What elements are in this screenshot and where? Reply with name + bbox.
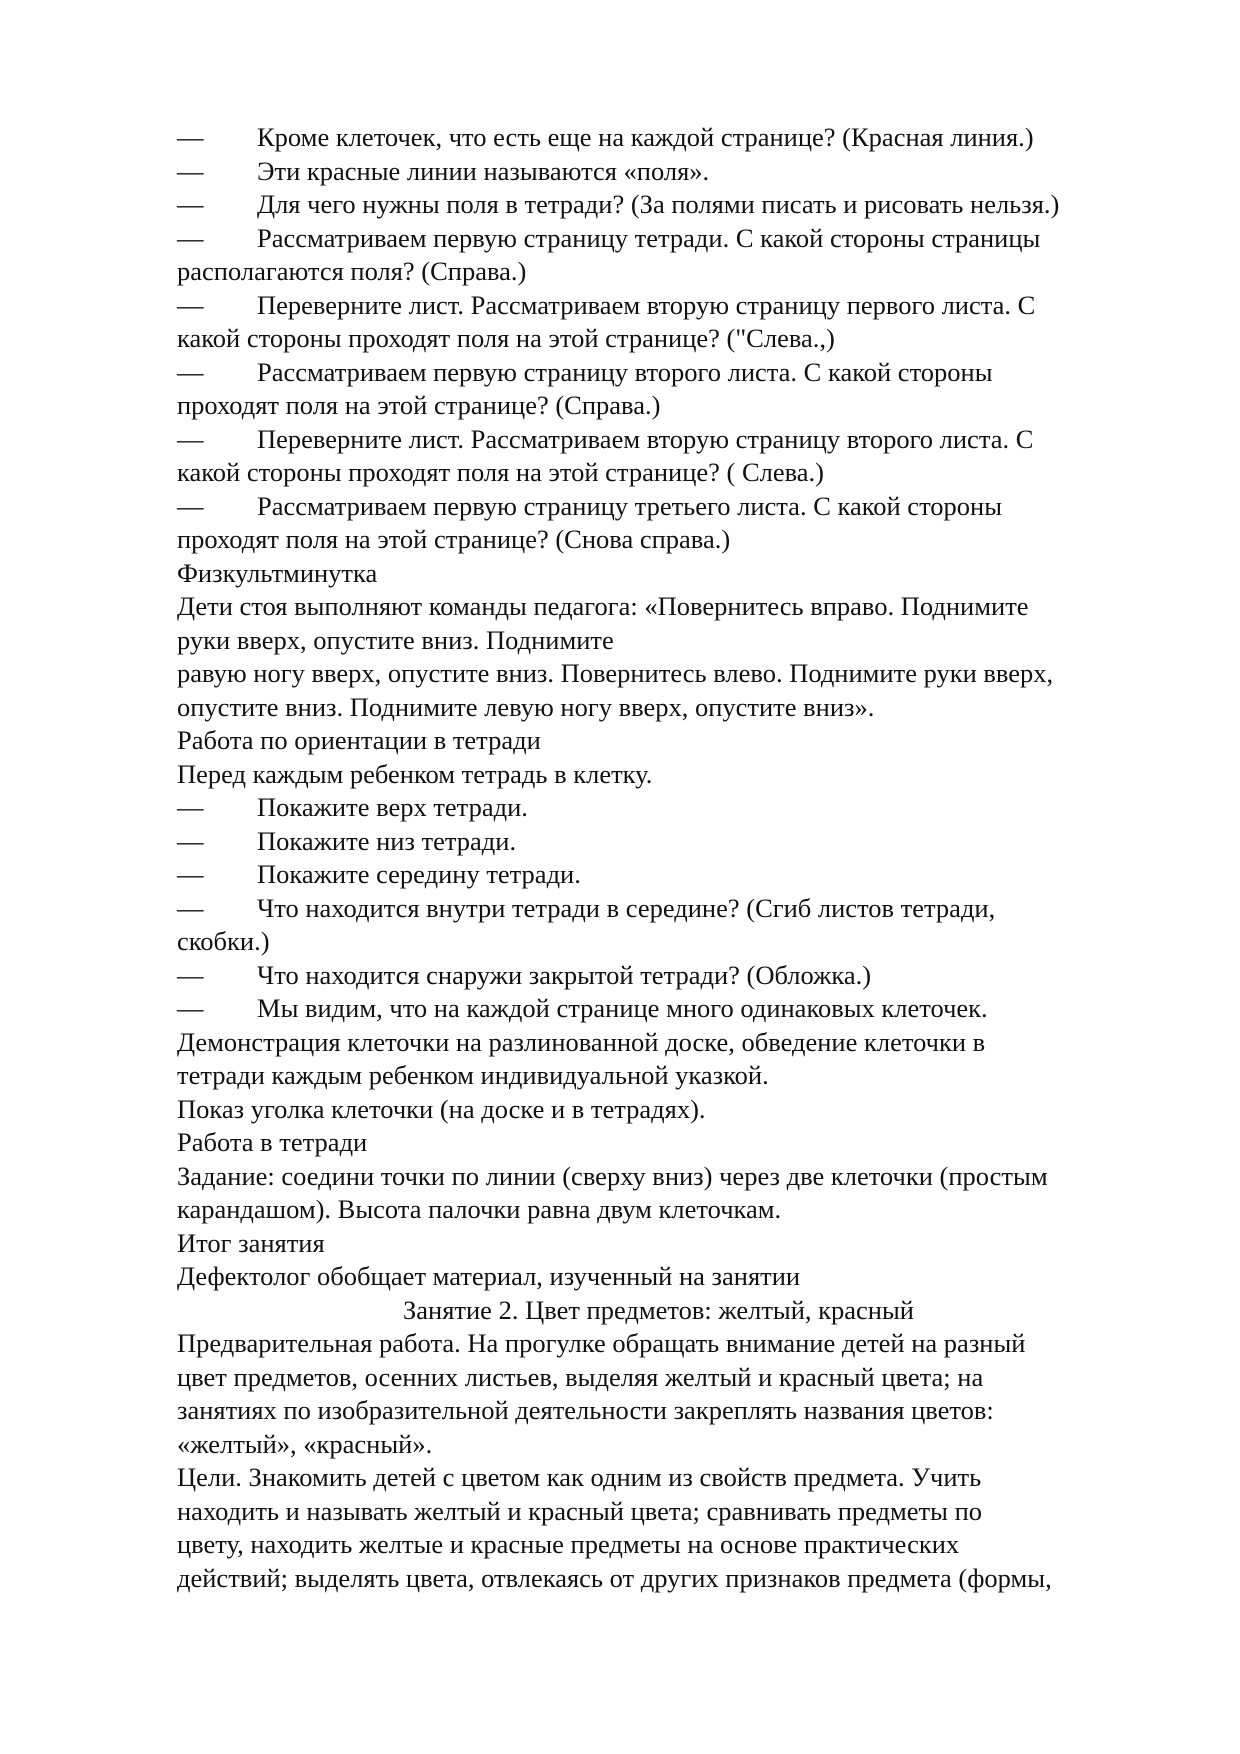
line-text: Предварительная работа. На прогулке обращать внимание детей на разный <box>177 1328 1026 1358</box>
line-text: находить и называть желтый и красный цвета; сравнивать предметы по <box>177 1495 983 1526</box>
line-text: Рассматриваем первую страницу второго листа. С какой стороны <box>257 356 993 387</box>
text-line <box>177 1428 1140 1462</box>
text-line <box>177 322 1140 356</box>
line-text: тетради каждым ребенком индивидуальной указкой. <box>177 1060 769 1090</box>
line-text: Для чего нужны поля в тетради? (За полями писать и рисовать нельзя.) <box>257 189 1060 219</box>
dash-bullet: — <box>177 490 204 521</box>
text-line <box>177 1126 1140 1160</box>
text-line <box>177 523 1140 557</box>
line-text: располагаются поля? (Справа.) <box>177 256 527 286</box>
line-text: карандашом). Высота палочки равна двум клеточкам. <box>177 1194 782 1224</box>
text-line <box>177 1160 1140 1194</box>
text-line <box>177 590 1140 624</box>
dash-list-item <box>177 423 1140 457</box>
dash-list-item <box>177 992 1140 1026</box>
line-text: какой стороны проходят поля на этой странице? ( Слева.) <box>177 457 825 487</box>
text-line <box>177 1093 1140 1127</box>
line-text: Рассматриваем первую страницу третьего листа. С какой стороны <box>257 490 1003 521</box>
dash-bullet: — <box>177 825 204 856</box>
text-line <box>177 1327 1140 1361</box>
dash-bullet: — <box>177 959 204 990</box>
line-text: Покажите верх тетради. <box>257 792 528 822</box>
dash-list-item <box>177 188 1140 222</box>
dash-bullet: — <box>177 222 204 253</box>
dash-bullet: — <box>177 859 204 889</box>
dash-list-item <box>177 825 1140 859</box>
text-line <box>177 758 1140 792</box>
text-line <box>177 624 1140 658</box>
line-text: Мы видим, что на каждой странице много одинаковых клеточек. <box>257 993 988 1023</box>
line-text: цвету, находить желтые и красные предметы на основе практических <box>177 1529 960 1559</box>
text-line <box>177 925 1140 959</box>
text-line <box>177 691 1140 725</box>
dash-list-item <box>177 490 1140 524</box>
dash-bullet: — <box>177 189 204 219</box>
line-text: Кроме клеточек, что есть еще на каждой странице? (Красная линия.) <box>257 122 1034 152</box>
text-line <box>177 255 1140 289</box>
line-text: равую ногу вверх, опустите вниз. Повернитесь влево. Поднимите руки вверх, <box>177 658 1054 688</box>
line-text: Что находится внутри тетради в середине? (Сгиб листов тетради, <box>257 892 996 923</box>
line-text: «желтый», «красный». <box>177 1428 433 1459</box>
line-text: Демонстрация клеточки на разлинованной доске, обведение клеточки в <box>177 1026 986 1057</box>
section-heading <box>177 1294 1140 1328</box>
line-text: Физкультминутка <box>177 557 378 588</box>
dash-list-item <box>177 356 1140 390</box>
dash-bullet: — <box>177 356 204 387</box>
line-text: Переверните лист. Рассматриваем вторую страницу второго листа. С <box>257 423 1034 454</box>
line-text: проходят поля на этой странице? (Снова справа.) <box>177 524 731 554</box>
text-line <box>177 557 1140 591</box>
dash-bullet: — <box>177 122 204 152</box>
dash-bullet: — <box>177 892 204 923</box>
line-text: Цели. Знакомить детей с цветом как одним из свойств предмета. Учить <box>177 1462 982 1492</box>
dash-bullet: — <box>177 792 204 822</box>
document-body <box>177 121 1140 1595</box>
line-text: Покажите низ тетради. <box>257 825 517 856</box>
dash-list-item <box>177 222 1140 256</box>
text-line <box>177 1528 1140 1562</box>
line-text: Что находится снаружи закрытой тетради? (Обложка.) <box>257 959 872 990</box>
dash-list-item <box>177 121 1140 155</box>
text-line <box>177 1193 1140 1227</box>
line-text: Рассматриваем первую страницу тетради. С какой стороны страницы <box>257 222 1041 253</box>
dash-list-item <box>177 858 1140 892</box>
dash-bullet: — <box>177 423 204 454</box>
dash-bullet: — <box>177 289 204 320</box>
dash-list-item <box>177 959 1140 993</box>
line-text: Эти красные линии называются «поля». <box>257 155 710 186</box>
line-text: Итог занятия <box>177 1227 325 1258</box>
text-line <box>177 1059 1140 1093</box>
line-text: проходят поля на этой странице? (Справа.) <box>177 390 661 420</box>
line-text: Дефектолог обобщает материал, изученный на занятии <box>177 1261 801 1291</box>
dash-list-item <box>177 155 1140 189</box>
text-line <box>177 1562 1140 1596</box>
line-text: руки вверх, опустите вниз. Поднимите <box>177 624 614 655</box>
text-line <box>177 724 1140 758</box>
line-text: действий; выделять цвета, отвлекаясь от других признаков предмета (формы, <box>177 1562 1052 1593</box>
line-text: Дети стоя выполняют команды педагога: «Повернитесь вправо. Поднимите <box>177 591 1029 621</box>
line-text: Занятие 2. Цвет предметов: желтый, красный <box>403 1294 914 1325</box>
line-text: какой стороны проходят поля на этой странице? ("Слева.,) <box>177 323 835 353</box>
line-text: цвет предметов, осенних листьев, выделяя желтый и красный цвета; на <box>177 1361 984 1392</box>
line-text: Переверните лист. Рассматриваем вторую страницу первого листа. С <box>257 289 1036 320</box>
line-text: Показ уголка клеточки (на доске и в тетрадях). <box>177 1093 706 1124</box>
text-line <box>177 456 1140 490</box>
dash-bullet: — <box>177 993 204 1023</box>
text-line <box>177 1260 1140 1294</box>
text-line <box>177 1394 1140 1428</box>
line-text: Работа по ориентации в тетради <box>177 725 541 755</box>
text-line <box>177 1495 1140 1529</box>
line-text: опустите вниз. Поднимите левую ногу вверх, опустите вниз». <box>177 691 875 722</box>
text-line <box>177 1361 1140 1395</box>
dash-list-item <box>177 892 1140 926</box>
text-line <box>177 1026 1140 1060</box>
text-line <box>177 1227 1140 1261</box>
line-text: скобки.) <box>177 926 270 956</box>
line-text: занятиях по изобразительной деятельности закреплять названия цветов: <box>177 1395 994 1425</box>
text-line <box>177 657 1140 691</box>
line-text: Покажите середину тетради. <box>257 859 581 889</box>
dash-bullet: — <box>177 155 204 186</box>
line-text: Работа в тетради <box>177 1127 368 1157</box>
dash-list-item <box>177 791 1140 825</box>
text-line <box>177 1461 1140 1495</box>
line-text: Перед каждым ребенком тетрадь в клетку. <box>177 758 653 789</box>
line-text: Задание: соедини точки по линии (сверху вниз) через две клеточки (простым <box>177 1160 1048 1191</box>
text-line <box>177 389 1140 423</box>
dash-list-item <box>177 289 1140 323</box>
